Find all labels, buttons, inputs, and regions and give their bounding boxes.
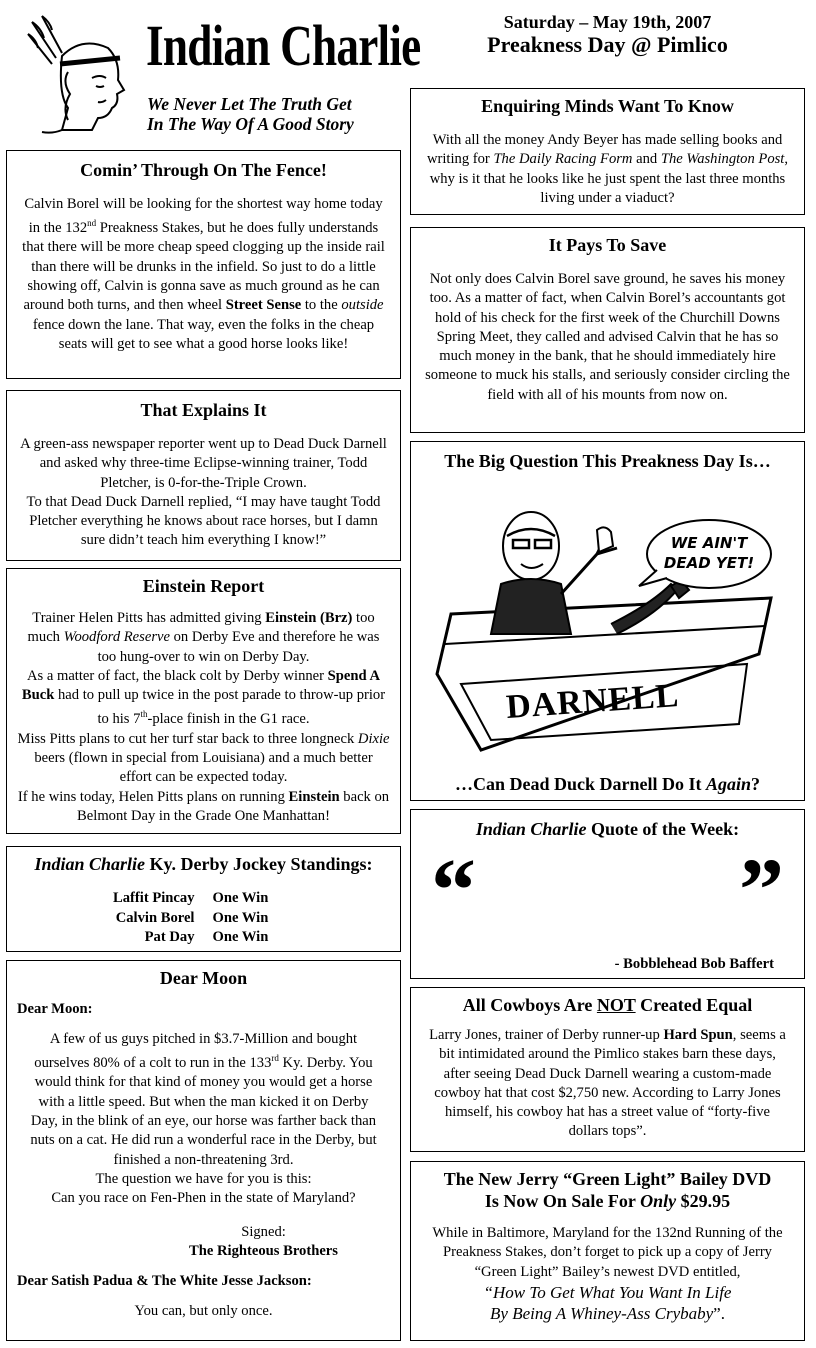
article-body-3: Miss Pitts plans to cut her turf star back to three longneck Dixie beers (flown in special from Louisiana) and a much better effort can be expected today.	[17, 730, 390, 786]
article-body: While in Baltimore, Maryland for the 132nd Running of the Preakness Stakes, don’t forget to pick up a copy of Jerry “Green Light” Bailey’s newest DVD entitled,	[432, 1225, 783, 1280]
quote-of-week	[410, 809, 805, 979]
event-name: Preakness Day @ Pimlico	[487, 32, 728, 57]
signed-label: Signed:	[241, 1223, 286, 1240]
article-cowboys	[410, 987, 805, 1152]
article-body-1: Trainer Helen Pitts has admitted giving Einstein (Brz) too much Woodford Reserve on Derby Eve and therefore he was too hung-over to win on Derby Day.	[27, 610, 380, 665]
reply-body: You can, but only once.	[134, 1303, 273, 1320]
article-body: Larry Jones, trainer of Derby runner-up Hard Spun, seems a bit intimidated around the Pimlico stakes barn these days, after seeing Dead Duck Darnell wearing a custom-made cowboy hat that cost $2,750 new. According to Larry Jones himself, his cowboy hat has a street value of “forty-five dollars tops”.	[429, 1027, 786, 1140]
article-enquiring	[410, 88, 805, 215]
tagline-line-1: We Never Let The Truth Get	[147, 94, 352, 114]
big-question-title: The Big Question This Preakness Day Is…	[444, 451, 771, 471]
article-body: Calvin Borel will be looking for the shortest way home today in the 132nd Preakness Stakes, but he does fully understands that there will be more cheap speed clogging up the inside rail than there will be drunks in the infield. So just to do a little showing off, Calvin is gonna save as much ground as he can around both turns, and then wheel Street Sense to the outside fence down the lane. That way, even the folks in the cheap seats will get to see what a good horse looks like!	[22, 196, 385, 352]
signer: The Righteous Brothers	[189, 1242, 338, 1259]
standings-row: Calvin Borel One Win	[115, 909, 269, 926]
article-save	[410, 227, 805, 433]
letter-body: A few of us guys pitched in $3.7-Million and bought ourselves 80% of a colt to run in the 133rd Ky. Derby. You would think for that kind of money you would get a horse with a little speed. But when the man kicked it on Derby Day, in the blink of an eye, our horse was farther back than nuts on a cat. He did run a wonderful race in the Derby, but finished a non-threatening 3rd.	[30, 1031, 377, 1168]
standings-title: Indian Charlie Ky. Derby Jockey Standings:	[34, 854, 373, 874]
article-dvd	[410, 1161, 805, 1341]
issue-date: Saturday – May 19th, 2007	[503, 12, 712, 32]
masthead	[0, 0, 421, 145]
article-explains	[6, 390, 401, 561]
salutation: Dear Moon:	[17, 1001, 93, 1017]
letter-ask: Can you race on Fen-Phen in the state of Maryland?	[51, 1190, 356, 1207]
article-title: All Cowboys Are NOT Created Equal	[462, 995, 753, 1015]
article-body-1: A green-ass newspaper reporter went up to Dead Duck Darnell and asked why three-time Eclipse-winning trainer, Todd Pletcher, is 0-for-the-Triple Crown.	[20, 436, 387, 491]
article-title: That Explains It	[140, 400, 267, 420]
quote-title: Indian Charlie Quote of the Week:	[475, 819, 740, 839]
article-body-4: If he wins today, Helen Pitts plans on running Einstein back on Belmont Day in the Grade One Manhattan!	[17, 788, 390, 824]
dvd-title: “How To Get What You Want In Life By Being A Whiney-Ass Crybaby”.	[483, 1282, 732, 1323]
article-title: Einstein Report	[142, 576, 265, 596]
article-body-2: To that Dead Duck Darnell replied, “I may have taught Todd Pletcher everything he knows about race horses, but I damn sure didn’t teach him everything I know!”	[26, 493, 381, 549]
article-fence	[6, 150, 401, 379]
standings-row: Laffit Pincay One Win	[113, 890, 269, 906]
paper-title: Indian Charlie	[146, 13, 421, 78]
indian-head-logo-icon	[22, 8, 140, 138]
article-title-line-1: The New Jerry “Green Light” Bailey DVD	[443, 1169, 772, 1189]
article-title: It Pays To Save	[548, 235, 667, 255]
jockey-standings	[6, 846, 401, 952]
article-title-line-2: Is Now On Sale For Only $29.95	[484, 1191, 731, 1211]
coffin-label: DARNELL	[504, 676, 681, 726]
speech-bubble-line-1: WE AIN'T	[670, 534, 748, 552]
big-question	[410, 441, 805, 801]
article-dear-moon	[6, 960, 401, 1341]
article-title: Comin’ Through On The Fence!	[80, 160, 327, 180]
close-quote-mark: ”	[739, 841, 784, 940]
open-quote-mark: “	[431, 841, 476, 940]
article-body-2: As a matter of fact, the black colt by Derby winner Spend A Buck had to pull up twice in the post parade to throw-up prior to his 7th-place finish in the G1 race.	[21, 667, 386, 728]
article-body: Not only does Calvin Borel save ground, he saves his money too. As a matter of fact, when Calvin Borel’s accountants got hold of his check for the first week of the Churchill Downs Spring Meet, they called and advised Calvin that he has so much money in the bank, that he should immediately hire someone to muck his stalls, and seriously consider circling the field with all of his mounts from now on.	[425, 271, 790, 403]
article-title: Enquiring Minds Want To Know	[481, 96, 734, 116]
letter-question: The question we have for you is this:	[95, 1170, 312, 1187]
big-question-caption: …Can Dead Duck Darnell Do It Again?	[454, 774, 761, 794]
article-body: With all the money Andy Beyer has made selling books and writing for The Daily Racing Form and The Washington Post, why is it that he looks like he just spent the last three months living under a viaduct?	[426, 132, 789, 206]
tagline	[147, 94, 354, 134]
reply-salutation: Dear Satish Padua & The White Jesse Jackson:	[17, 1273, 312, 1290]
quote-attribution: - Bobblehead Bob Baffert	[614, 956, 774, 972]
speech-bubble-line-2: DEAD YET!	[663, 554, 755, 572]
darnell-coffin-cartoon-icon	[421, 494, 793, 756]
standings-row: Pat Day One Win	[144, 929, 269, 945]
dateline	[410, 12, 805, 58]
article-title: Dear Moon	[159, 968, 248, 988]
tagline-line-2: In The Way Of A Good Story	[147, 114, 354, 134]
article-einstein	[6, 568, 401, 834]
